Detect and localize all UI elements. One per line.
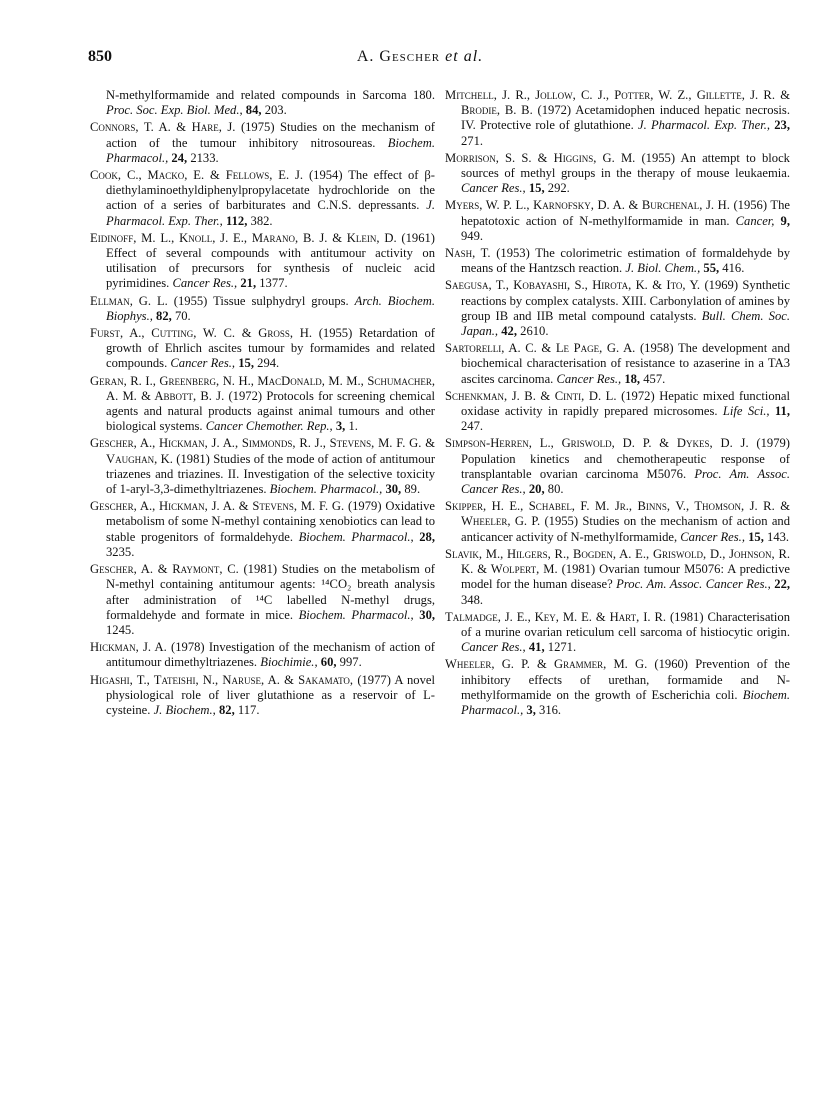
reference-authors: Gescher, A., Hickman, J. A., Simmonds, R. J., Stevens, M. F. G. & Vaughan, K. xyxy=(90,436,435,466)
reference-journal: Cancer Res., xyxy=(170,356,236,371)
reference-title: Population kinetics and chemotherapeutic response of transplantable ovarian carcinoma M5076. xyxy=(461,451,790,481)
reference-year: (1981) xyxy=(176,451,210,466)
reference-title: Prevention of the inhibitory effects of urethan, formamide and N-methylformamide on the growth of Escherichia coli. xyxy=(461,657,790,702)
reference-pages: 348. xyxy=(461,592,484,607)
reference-volume: 15, xyxy=(748,529,764,544)
reference-pages: 70. xyxy=(174,308,191,323)
running-head xyxy=(88,48,752,66)
reference-pages: 949. xyxy=(461,228,484,243)
reference-entry xyxy=(90,436,435,497)
reference-authors: Schenkman, J. B. & Cinti, D. L. xyxy=(445,388,617,403)
reference-authors: Geran, R. I., Greenberg, N. H., MacDonald, M. M., Schumacher, A. M. & Abbott, B. J. xyxy=(90,373,435,403)
reference-authors: Mitchell, J. R., Jollow, C. J., Potter, W. Z., Gillette, J. R. & Brodie, B. B. xyxy=(445,88,790,118)
reference-journal: Biochem. Pharmacol., xyxy=(269,482,383,497)
reference-year: (1954) xyxy=(308,168,343,183)
reference-pages: 292. xyxy=(547,181,570,196)
reference-authors: Skipper, H. E., Schabel, F. M. Jr., Binns, V., Thomson, J. R. & Wheeler, G. P. xyxy=(445,499,790,529)
reference-journal: J. Biochem., xyxy=(153,702,216,717)
reference-authors: Myers, W. P. L., Karnofsky, D. A. & Burchenal, J. H. xyxy=(445,198,730,213)
reference-journal: Proc. Soc. Exp. Biol. Med., xyxy=(106,103,243,118)
reference-title: The effect of β-diethylaminoethyldiphenylpropylacetate hydrochloride on the action of a series of barbiturates and C.N.S. depressants. xyxy=(106,168,435,213)
reference-entry xyxy=(90,562,435,638)
reference-entry xyxy=(445,657,790,718)
reference-year: (1981) xyxy=(561,562,596,577)
reference-authors: Simpson-Herren, L., Griswold, D. P. & Dykes, D. J. xyxy=(445,436,749,451)
reference-volume: 30, xyxy=(419,607,436,622)
reference-pages: 1377. xyxy=(259,276,288,291)
reference-authors: Wheeler, G. P. & Grammer, M. G. xyxy=(445,657,648,672)
reference-pages: 294. xyxy=(257,356,280,371)
reference-volume: 82, xyxy=(156,308,172,323)
reference-title: Investigation of the mechanism of action of antitumour dimethyltriazenes. xyxy=(106,640,435,670)
reference-volume: 30, xyxy=(385,482,402,497)
reference-pages: 1. xyxy=(348,419,358,434)
reference-journal: Biochem. Pharmacol., xyxy=(461,687,790,717)
reference-volume: 41, xyxy=(528,640,545,655)
reference-entry xyxy=(445,499,790,545)
reference-year: (1955) xyxy=(544,514,579,529)
reference-entry xyxy=(445,88,790,149)
reference-authors: Gescher, A. & Raymont, C. xyxy=(90,562,239,577)
reference-volume: 112, xyxy=(226,213,248,228)
reference-pages: 247. xyxy=(461,419,484,434)
reference-year: (1969) xyxy=(704,278,739,293)
reference-year: (1961) xyxy=(401,230,435,245)
reference-authors: Morrison, S. S. & Higgins, G. M. xyxy=(445,150,636,165)
reference-volume: 82, xyxy=(218,702,235,717)
reference-volume: 15, xyxy=(238,356,254,371)
reference-journal: J. Biol. Chem., xyxy=(625,261,701,276)
reference-authors: Eidinoff, M. L., Knoll, J. E., Marano, B. J. & Klein, D. xyxy=(90,230,397,245)
reference-pages: 117. xyxy=(237,702,260,717)
reference-title: Oxidative metabolism of some N-methyl containing xenobiotics can lead to stable progenitors of formaldehyde. xyxy=(106,499,435,544)
running-head-authors: A. Gescher xyxy=(356,48,441,65)
reference-entry xyxy=(90,374,435,435)
reference-year: (1981) xyxy=(669,609,704,624)
reference-entry xyxy=(445,436,790,497)
reference-entry xyxy=(90,294,435,324)
reference-pages: 203. xyxy=(264,103,287,118)
reference-pages: 89. xyxy=(404,482,421,497)
reference-volume: 28, xyxy=(419,529,435,544)
reference-year: (1958) xyxy=(639,341,674,356)
reference-pages: 2133. xyxy=(190,150,219,165)
reference-pages: 382. xyxy=(250,213,273,228)
reference-pages: 3235. xyxy=(106,544,135,559)
reference-pages: 1245. xyxy=(106,622,135,637)
reference-authors: Higashi, T., Tateishi, N., Naruse, A. & Sakamato, xyxy=(90,672,354,687)
reference-pages: 316. xyxy=(539,702,562,717)
reference-journal: Cancer Res., xyxy=(556,371,622,386)
reference-journal: Bull. Chem. Soc. Japan., xyxy=(461,308,790,339)
reference-volume: 21, xyxy=(240,276,257,291)
reference-entry xyxy=(90,120,435,166)
reference-title: Protocols for screening chemical agents and natural products against animal tumours and other biological systems. xyxy=(106,388,435,434)
reference-entry xyxy=(90,640,435,670)
reference-volume: 3, xyxy=(526,702,536,717)
reference-journal: Biochem. Pharmacol., xyxy=(298,607,414,622)
reference-entry xyxy=(445,341,790,387)
reference-pages: 80. xyxy=(547,482,564,497)
reference-entry xyxy=(445,246,790,276)
reference-year: (1977) xyxy=(357,672,391,687)
reference-journal: Proc. Am. Assoc. Cancer Res., xyxy=(616,577,771,592)
reference-journal: Cancer, xyxy=(735,213,775,228)
reference-entry xyxy=(90,673,435,719)
reference-volume: 84, xyxy=(245,103,262,118)
reference-authors: Hickman, J. A. xyxy=(90,640,167,655)
page-number: 850 xyxy=(88,48,112,65)
reference-year: (1972) xyxy=(537,103,572,118)
reference-volume: 15, xyxy=(528,181,545,196)
reference-journal: Biochimie., xyxy=(260,655,318,670)
reference-journal: Cancer Res., xyxy=(172,276,238,291)
reference-entry xyxy=(90,499,435,560)
reference-journal: Life Sci., xyxy=(722,404,770,419)
reference-year: (1972) xyxy=(228,388,263,403)
reference-year: (1979) xyxy=(347,499,382,514)
reference-authors: Connors, T. A. & Hare, J. xyxy=(90,120,236,135)
reference-entry xyxy=(90,168,435,229)
reference-pages: 143. xyxy=(767,529,790,544)
reference-authors: Nash, T. xyxy=(445,246,491,261)
reference-title: The hepatotoxic action of N-methylformamide in man. xyxy=(461,198,790,228)
reference-journal: J. Pharmacol. Exp. Ther., xyxy=(637,118,770,133)
reference-volume: 9, xyxy=(780,213,790,228)
references-left-column xyxy=(90,88,435,720)
reference-authors: Ellman, G. L. xyxy=(90,293,168,308)
reference-title: Synthetic reactions by complex catalysts. XIII. Carbonylation of amines by group IB and IIB metal compound catalysts. xyxy=(461,278,790,323)
reference-authors: Gescher, A., Hickman, J. A. & Stevens, M. F. G. xyxy=(90,499,345,514)
reference-pages: 1271. xyxy=(547,640,577,655)
reference-year: (1956) xyxy=(733,198,768,213)
reference-journal: Biochem. Pharmacol., xyxy=(298,529,414,544)
reference-pages: 2610. xyxy=(520,324,549,339)
reference-pages: 997. xyxy=(339,655,362,670)
reference-title: Retardation of growth of Ehrlich ascites tumour by formamides and related compounds. xyxy=(106,326,435,371)
reference-volume: 3, xyxy=(335,419,346,434)
reference-authors: Sartorelli, A. C. & Le Page, G. A. xyxy=(445,341,636,356)
reference-volume: 55, xyxy=(703,261,720,276)
reference-year: (1975) xyxy=(240,120,275,135)
reference-volume: 20, xyxy=(528,482,545,497)
reference-volume: 60, xyxy=(320,655,337,670)
reference-title: N-methylformamide and related compounds in Sarcoma 180. xyxy=(106,88,435,102)
reference-year: (1972) xyxy=(621,388,655,403)
reference-title: Studies of the mode of action of antitumour triazenes and triazines. II. Investigation of the selective toxicity of 1-aryl-3,3-dimethyltriazenes. xyxy=(106,451,436,497)
reference-year: (1979) xyxy=(756,436,790,451)
reference-title: A novel physiological role of liver glutathione as a reservoir of L-cysteine. xyxy=(106,672,435,717)
reference-year: (1953) xyxy=(496,246,530,261)
reference-year: (1955) xyxy=(173,293,208,308)
reference-entry xyxy=(445,389,790,435)
reference-title: Hepatic mixed functional oxidase activity in rapidly prepared microsomes. xyxy=(461,388,791,419)
reference-entry xyxy=(445,151,790,197)
reference-journal: Biochem. Pharmacol., xyxy=(106,135,435,165)
reference-authors: Saegusa, T., Kobayashi, S., Hirota, K. & Ito, Y. xyxy=(445,278,701,293)
reference-title: Characterisation of a murine ovarian reticulum cell sarcoma of histiocytic origin. xyxy=(461,609,791,639)
reference-year: (1955) xyxy=(641,150,676,165)
reference-authors: Cook, C., Macko, E. & Fellows, E. J. xyxy=(90,168,304,183)
reference-journal: Proc. Am. Assoc. Cancer Res., xyxy=(461,466,790,497)
reference-volume: 42, xyxy=(501,324,517,339)
reference-volume: 22, xyxy=(774,577,791,592)
running-head-etal: et al. xyxy=(445,48,484,65)
reference-year: (1978) xyxy=(171,640,205,655)
reference-journal: Cancer Res., xyxy=(461,640,526,655)
reference-volume: 18, xyxy=(624,371,641,386)
reference-entry xyxy=(445,278,790,339)
reference-year: (1981) xyxy=(243,562,278,577)
reference-entry xyxy=(90,88,435,118)
reference-title: The development and biochemical characterisation of resistance to azaserine in a TA3 ascites carcinoma. xyxy=(461,341,790,386)
reference-entry xyxy=(445,198,790,244)
reference-title: Effect of several compounds with antitumour activity on utilisation of precursors for synthesis of nucleic acid pyrimidines. xyxy=(106,246,435,291)
reference-pages: 271. xyxy=(461,133,484,148)
reference-pages: 416. xyxy=(722,261,745,276)
reference-authors: Slavik, M., Hilgers, R., Bogden, A. E., Griswold, D., Johnson, R. K. & Wolpert, M. xyxy=(445,546,790,577)
reference-volume: 11, xyxy=(774,404,790,419)
reference-journal: Cancer Res., xyxy=(680,529,745,544)
reference-authors: Talmadge, J. E., Key, M. E. & Hart, I. R. xyxy=(445,609,667,624)
reference-entry xyxy=(90,231,435,292)
references-right-column xyxy=(445,88,790,720)
reference-pages: 457. xyxy=(643,371,666,386)
reference-year: (1955) xyxy=(318,326,353,341)
reference-year: (1960) xyxy=(654,657,688,672)
reference-title: Tissue sulphydryl groups. xyxy=(213,293,349,308)
reference-title: Studies on the mechanism of action of the tumour inhibitory nitrosoureas. xyxy=(106,120,435,150)
reference-title: An attempt to block sources of methyl groups in the therapy of mouse leukaemia. xyxy=(461,150,790,181)
reference-title: Studies on the mechanism of action and anticancer activity of N-methylformamide, xyxy=(461,514,791,544)
reference-entry xyxy=(445,610,790,656)
reference-journal: Arch. Biochem. Biophys., xyxy=(106,293,435,323)
reference-volume: 23, xyxy=(774,118,790,133)
reference-journal: J. Pharmacol. Exp. Ther., xyxy=(106,198,435,228)
reference-authors: Furst, A., Cutting, W. C. & Gross, H. xyxy=(90,326,312,341)
reference-entry xyxy=(90,326,435,372)
page-header xyxy=(88,48,752,72)
reference-entry xyxy=(445,547,790,608)
reference-title: Studies on the metabolism of N-methyl containing antitumour agents: ¹⁴CO₂ breath analysis after administration of ¹⁴C labelled N-methyl drugs, formaldehyde and formate in mice. xyxy=(106,562,435,622)
reference-volume: 24, xyxy=(171,150,188,165)
reference-journal: Cancer Chemother. Rep., xyxy=(205,419,333,434)
reference-title: Ovarian tumour M5076: A predictive model for the human disease? xyxy=(461,562,790,592)
reference-title: The colorimetric estimation of formaldehyde by means of the Hantzsch reaction. xyxy=(461,246,791,276)
reference-title: Acetamidophen induced hepatic necrosis. IV. Protective role of glutathione. xyxy=(461,103,790,133)
reference-journal: Cancer Res., xyxy=(461,181,526,196)
